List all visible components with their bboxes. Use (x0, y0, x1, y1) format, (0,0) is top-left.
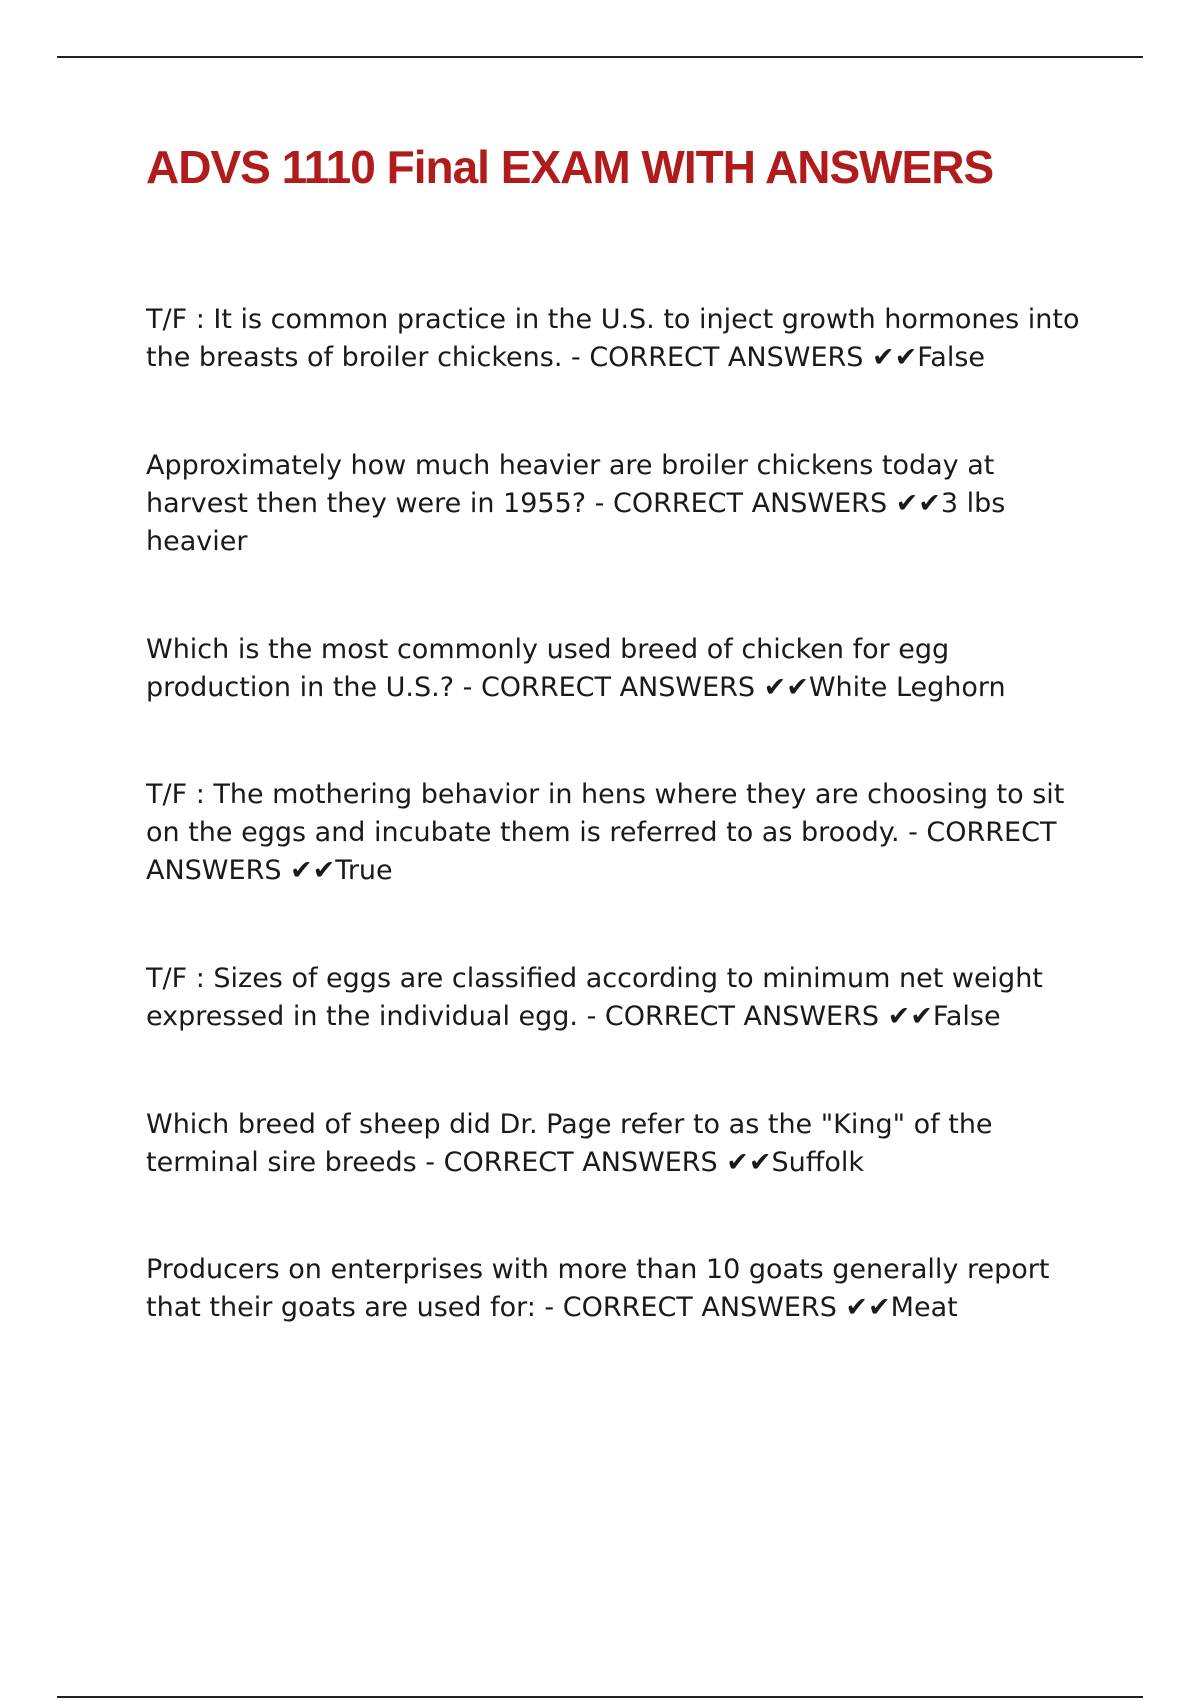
qa-item: Which is the most commonly used breed of chicken for egg production in the U.S.? - CORRECT ANSWERS ✔✔White Leghorn (146, 634, 1006, 703)
document-title: ADVS 1110 Final EXAM WITH ANSWERS (146, 141, 994, 193)
qa-item: Which breed of sheep did Dr. Page refer to as the "King" of the terminal sire breeds - CORRECT ANSWERS ✔✔Suffolk (146, 1109, 993, 1178)
qa-list (146, 301, 1086, 1397)
page-footer-rule (57, 1696, 1143, 1698)
qa-item: Approximately how much heavier are broiler chickens today at harvest then they were in 1955? - CORRECT ANSWERS ✔✔3 lbs heavier (146, 450, 1006, 557)
page-header-rule (57, 56, 1143, 58)
qa-item: T/F : It is common practice in the U.S. to inject growth hormones into the breasts of broiler chickens. - CORRECT ANSWERS ✔✔False (146, 304, 1080, 373)
qa-item: T/F : Sizes of eggs are classified according to minimum net weight expressed in the individual egg. - CORRECT ANSWERS ✔✔False (146, 963, 1043, 1032)
qa-item: T/F : The mothering behavior in hens where they are choosing to sit on the eggs and incubate them is referred to as broody. - CORRECT ANSWERS ✔✔True (146, 779, 1065, 886)
qa-item: Producers on enterprises with more than 10 goats generally report that their goats are used for: - CORRECT ANSWERS ✔✔Meat (146, 1254, 1050, 1323)
